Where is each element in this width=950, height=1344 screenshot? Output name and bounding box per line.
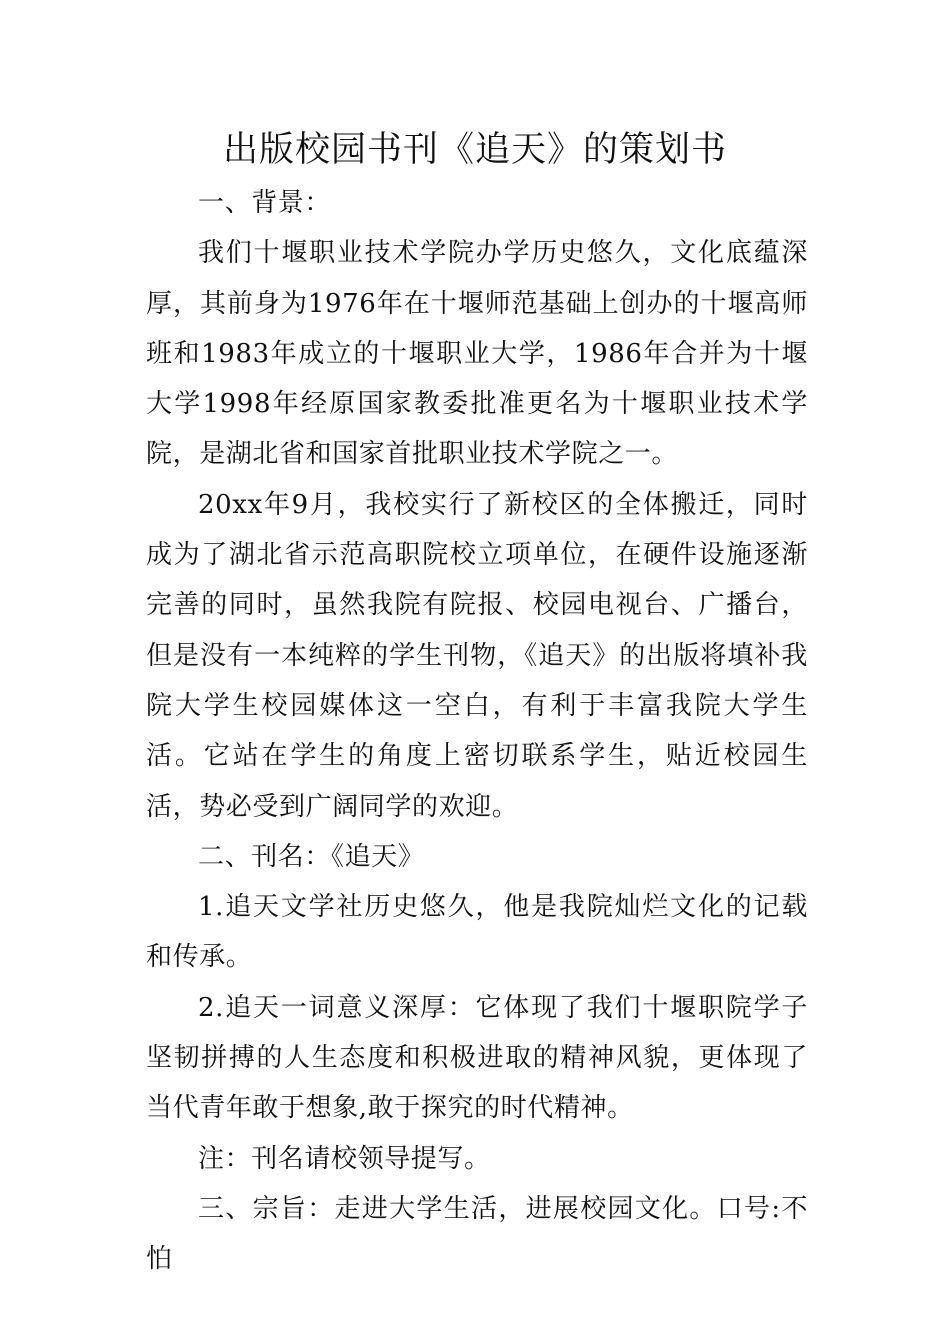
paragraph-name-point-1: 1.追天文学社历史悠久，他是我院灿烂文化的记载和传承。 — [146, 892, 808, 973]
section-heading-background: 一、背景： — [198, 188, 332, 218]
section-heading-name: 二、刊名：《追天》 — [198, 841, 425, 872]
document-body — [146, 178, 808, 1285]
paragraph-note: 注：刊名请校领导提写。 — [198, 1143, 491, 1174]
paragraph-relocation: 20xx年9月，我校实行了新校区的全体搬迁，同时成为了湖北省示范高职院校立项单位，在硬件设施逐渐完善的同时，虽然我院有院报、校园电视台、广播台，但是没有一本纯粹的学生刊物，《追天》的出版将填补我院大学生校园媒体这一空白，有利于丰富我院大学生活。它站在学生的角度上密切联系学生，贴近校园生活，势必受到广阔同学的欢迎。 — [146, 489, 808, 822]
paragraph-history: 我们十堰职业技术学院办学历史悠久，文化底蕴深厚，其前身为1976年在十堰师范基础上创办的十堰高师班和1983年成立的十堰职业大学，1986年合并为十堰大学1998年经原国家教委批准更名为十堰职业技术学院，是湖北省和国家首批职业技术学院之一。 — [146, 238, 808, 470]
document-title: 出版校园书刊《追天》的策划书 — [222, 130, 727, 170]
paragraph-name-point-2: 2.追天一词意义深厚：它体现了我们十堰职院学子坚韧拼搏的人生态度和积极进取的精神风貌，更体现了当代青年敢于想象,敢于探究的时代精神。 — [146, 992, 808, 1124]
section-heading-purpose: 三、宗旨：走进大学生活，进展校园文化。口号:不怕 — [146, 1193, 808, 1275]
